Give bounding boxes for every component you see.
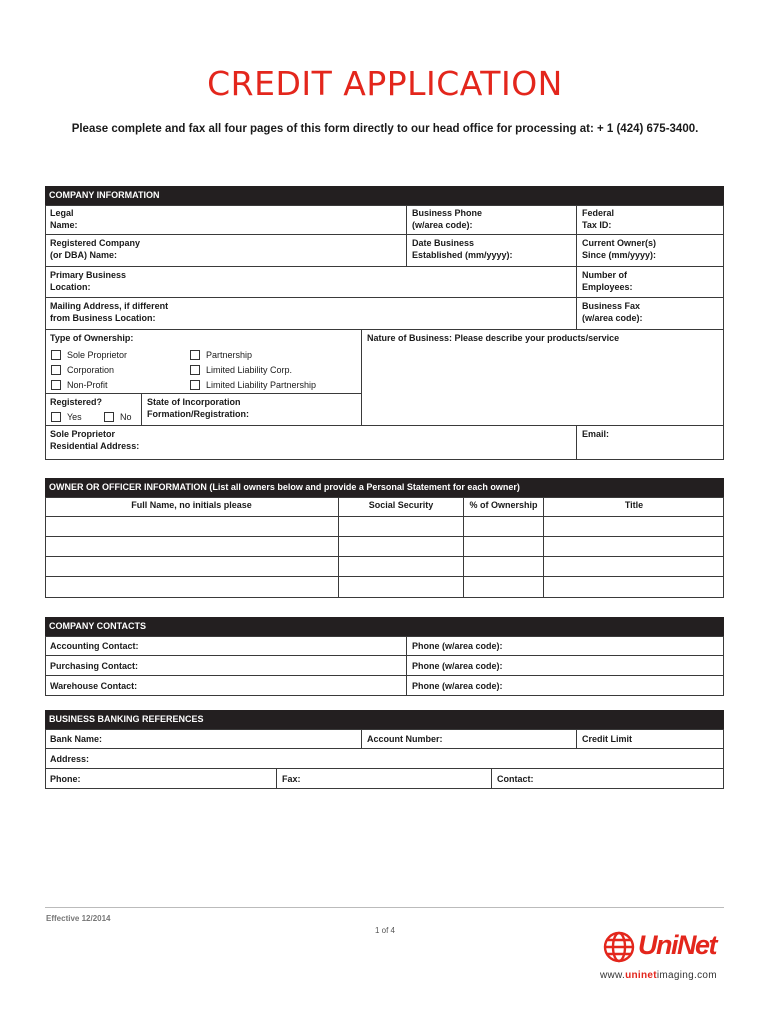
primary-location-field[interactable]: Primary Business Location: — [45, 267, 577, 298]
checkbox-label: Non-Profit — [67, 380, 108, 390]
purchasing-contact-field[interactable]: Purchasing Contact: — [45, 656, 407, 676]
ownership-llc[interactable] — [190, 364, 292, 376]
owner-ssn-cell[interactable] — [339, 557, 464, 577]
checkbox-label: Partnership — [206, 350, 253, 360]
banking-header: BUSINESS BANKING REFERENCES — [45, 710, 724, 729]
type-of-ownership-label: Type of Ownership: — [45, 330, 362, 394]
ownership-corporation[interactable] — [51, 364, 114, 376]
website-suffix: imaging.com — [656, 970, 717, 981]
registered-no[interactable] — [104, 411, 132, 423]
mailing-address-field[interactable]: Mailing Address, if different from Business Location: — [45, 298, 577, 330]
checkbox[interactable] — [190, 350, 200, 360]
owners-col-name: Full Name, no initials please — [45, 497, 339, 517]
page-title: CREDIT APPLICATION — [207, 64, 563, 103]
checkbox-label: Corporation — [67, 365, 115, 375]
contacts-header: COMPANY CONTACTS — [45, 617, 724, 636]
owner-ssn-cell[interactable] — [339, 537, 464, 557]
bank-name-field[interactable]: Bank Name: — [45, 729, 362, 749]
nature-of-business-field[interactable]: Nature of Business: Please describe your products/service — [362, 330, 724, 426]
current-owners-since-field[interactable]: Current Owner(s) Since (mm/yyyy): — [577, 235, 724, 267]
business-phone-field[interactable]: Business Phone (w/area code): — [407, 205, 577, 235]
uninet-logo: UniNet — [638, 930, 716, 960]
checkbox[interactable] — [51, 412, 61, 422]
owner-ssn-cell[interactable] — [339, 517, 464, 537]
effective-date: Effective 12/2014 — [46, 914, 111, 923]
website-url[interactable] — [600, 970, 717, 981]
owner-name-cell[interactable] — [45, 577, 339, 598]
bank-phone-field[interactable]: Phone: — [45, 769, 277, 789]
owner-ownership-cell[interactable] — [464, 517, 544, 537]
checkbox[interactable] — [51, 380, 61, 390]
accounting-phone-field[interactable]: Phone (w/area code): — [407, 636, 724, 656]
checkbox-label: No — [120, 412, 132, 422]
owner-ownership-cell[interactable] — [464, 577, 544, 598]
warehouse-contact-field[interactable]: Warehouse Contact: — [45, 676, 407, 696]
email-field[interactable]: Email: — [582, 429, 610, 439]
checkbox-label: Limited Liability Partnership — [206, 380, 317, 390]
checkbox[interactable] — [104, 412, 114, 422]
sole-proprietor-address-field[interactable]: Sole Proprietor Residential Address: — [45, 426, 577, 460]
owner-ownership-cell[interactable] — [464, 557, 544, 577]
owner-title-cell[interactable] — [544, 557, 724, 577]
registered-yes[interactable] — [51, 411, 82, 423]
checkbox[interactable] — [190, 365, 200, 375]
website-brand: uninet — [625, 970, 657, 981]
bank-fax-field[interactable]: Fax: — [277, 769, 492, 789]
registered-company-field[interactable]: Registered Company (or DBA) Name: — [45, 235, 407, 267]
footer-divider — [45, 907, 724, 908]
business-fax-field[interactable]: Business Fax (w/area code): — [577, 298, 724, 330]
registered-label: Registered? — [45, 394, 142, 426]
owner-title-cell[interactable] — [544, 537, 724, 557]
owners-header: OWNER OR OFFICER INFORMATION (List all owners below and provide a Personal Statement for each owner) — [45, 478, 724, 497]
checkbox-label: Sole Proprietor — [67, 350, 128, 360]
accounting-contact-field[interactable]: Accounting Contact: — [45, 636, 407, 656]
owner-ownership-cell[interactable] — [464, 537, 544, 557]
purchasing-phone-field[interactable]: Phone (w/area code): — [407, 656, 724, 676]
website-prefix: www. — [600, 970, 626, 981]
ownership-llp[interactable] — [190, 379, 316, 391]
owner-name-cell[interactable] — [45, 517, 339, 537]
num-employees-field[interactable]: Number of Employees: — [577, 267, 724, 298]
checkbox-label: Limited Liability Corp. — [206, 365, 293, 375]
checkbox-label: Yes — [67, 412, 82, 422]
instructions: Please complete and fax all four pages of this form directly to our head office for processing at: + 1 (424) 675-3400. — [71, 123, 699, 135]
owner-title-cell[interactable] — [544, 577, 724, 598]
ownership-partnership[interactable] — [190, 349, 252, 361]
owner-name-cell[interactable] — [45, 557, 339, 577]
owner-title-cell[interactable] — [544, 517, 724, 537]
legal-name-field[interactable]: Legal Name: — [45, 205, 407, 235]
bank-address-field[interactable]: Address: — [45, 749, 724, 769]
checkbox[interactable] — [51, 365, 61, 375]
owner-name-cell[interactable] — [45, 537, 339, 557]
warehouse-phone-field[interactable]: Phone (w/area code): — [412, 681, 503, 691]
page-number: 1 of 4 — [374, 926, 395, 935]
ownership-non-profit[interactable] — [51, 379, 108, 391]
federal-tax-id-field[interactable]: Federal Tax ID: — [577, 205, 724, 235]
owners-col-ssn: Social Security — [339, 497, 464, 517]
state-of-incorporation-field[interactable]: State of Incorporation Formation/Registration: — [142, 394, 362, 426]
owner-ssn-cell[interactable] — [339, 577, 464, 598]
owners-col-title: Title — [544, 497, 724, 517]
company-info-header: COMPANY INFORMATION — [45, 186, 724, 205]
credit-limit-field[interactable]: Credit Limit — [577, 729, 724, 749]
owners-col-ownership: % of Ownership — [464, 497, 544, 517]
ownership-sole-proprietor[interactable] — [51, 349, 127, 361]
checkbox[interactable] — [51, 350, 61, 360]
account-number-field[interactable]: Account Number: — [362, 729, 577, 749]
checkbox[interactable] — [190, 380, 200, 390]
date-established-field[interactable]: Date Business Established (mm/yyyy): — [407, 235, 577, 267]
bank-contact-field[interactable]: Contact: — [497, 774, 534, 784]
